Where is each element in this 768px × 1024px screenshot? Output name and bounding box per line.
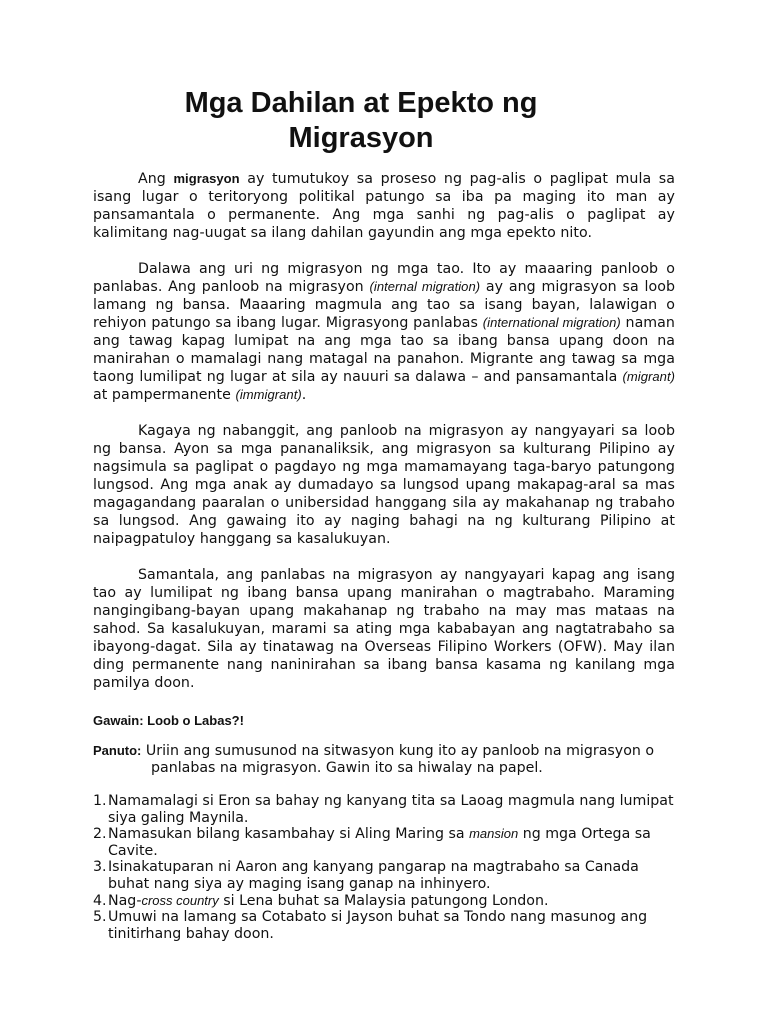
text-run: ay ang migrasyon sa loob lamang ng bansa. Maaaring magmula ang tao sa isang bayan, lalawigan o rehiyon patungo sa ibang lugar. Migrasyong panlabas	[93, 279, 675, 331]
italic-term: cross country	[141, 892, 219, 908]
list-number: 3.	[93, 859, 107, 876]
italic-term: mansion	[469, 826, 519, 842]
italic-term: (internal migration)	[369, 279, 481, 294]
body-text	[93, 170, 675, 710]
text-run: Uriin ang sumusunod na sitwasyon kung ito ay panloob na migrasyon o	[141, 743, 655, 759]
list-number: 5.	[93, 909, 107, 926]
instructions	[93, 742, 675, 777]
list-number: 4.	[93, 892, 107, 909]
instructions-line-2: panlabas na migrasyon. Gawin ito sa hiwalay na papel.	[151, 760, 543, 776]
paragraph-intro	[93, 170, 675, 242]
text-run: Dalawa ang uri ng migrasyon ng mga tao. Ito ay maaaring panloob o panlabas. Ang panloob na migrasyon	[93, 261, 675, 295]
text-run: .	[301, 387, 307, 403]
instructions-label: Panuto:	[93, 743, 142, 758]
bold-term: migrasyon	[173, 171, 240, 186]
paragraph-types	[93, 260, 675, 404]
list-item	[93, 826, 683, 859]
activity-heading: Gawain: Loob o Labas?!	[93, 713, 244, 728]
text-run: naman ang tawag kapag lumipat na ang mga tao sa ibang bansa upang doon na manirahan o mamalagi nang matagal na panahon. Migrante ang tawag sa mga taong lumilipat ng lugar at sila ay nauuri sa dalawa – and pansamantala	[93, 315, 675, 385]
paragraph-internal: Kagaya ng nabanggit, ang panloob na migrasyon ay nangyayari sa loob ng bansa. Ayon sa mga pananaliksik, ang migrasyon sa kulturang Pilipino ay nagsimula sa paglipat o pagdayo ng mga mamamayang taga-baryo patungong lungsod. Ang mga anak ay dumadayo sa lungsod upang makapag-aral sa mas magagandang paaralan o unibersidad hanggang sila ay makahanap ng trabaho sa lungsod. Ang gawaing ito ay naging bahagi na ng kulturang Pilipino at naipagpatuloy hanggang sa kasalukuyan.	[93, 423, 675, 547]
italic-term: (immigrant)	[235, 387, 302, 402]
list-item	[93, 859, 683, 892]
italic-term: (migrant)	[622, 369, 675, 384]
paragraph-external: Samantala, ang panlabas na migrasyon ay nangyayari kapag ang isang tao ay lumilipat ng ibang bansa upang manirahan o magtrabaho. Maraming nangingibang-bayan upang makahanap ng trabaho na may mas mataas na sahod. Sa kasalukuyan, marami sa ating mga kababayan ang nagtatrabaho sa ibayong-dagat. Sila ay tinatawag na Overseas Filipino Workers (OFW). May ilan ding permanente nang naninirahan sa ibang bansa kasama ng kanilang mga pamilya doon.	[93, 567, 675, 691]
text-run: ng mga Ortega sa Cavite.	[108, 826, 651, 859]
text-run: Namasukan bilang kasambahay si Aling Maring sa	[108, 826, 470, 843]
text-run: Namamalagi si Eron sa bahay ng kanyang tita sa Laoag magmula nang lumipat siya galing Maynila.	[108, 793, 674, 826]
text-run: Ang	[138, 171, 174, 187]
text-run: ay tumutukoy sa proseso ng pag-alis o paglipat mula sa isang lugar o teritoryong politikal patungo sa iba pa maging ito man ay pansamantala o permanente. Ang mga sanhi ng pag-alis o paglipat ay kalimitang nag-uugat sa ilang dahilan gayundin ang mga epekto nito.	[93, 171, 675, 241]
italic-term: (international migration)	[482, 315, 621, 330]
list-item	[93, 793, 683, 826]
text-run: Isinakatuparan ni Aaron ang kanyang pangarap na magtrabaho sa Canada buhat nang siya ay maging isang ganap na inhinyero.	[108, 859, 639, 892]
page-title: Mga Dahilan at Epekto ng Migrasyon	[184, 87, 538, 154]
situation-list	[93, 793, 683, 942]
list-number: 2.	[93, 826, 107, 843]
instructions-line-1	[93, 742, 675, 760]
text-run: Umuwi na lamang sa Cotabato si Jayson buhat sa Tondo nang masunog ang tinitirhang bahay doon.	[108, 909, 648, 942]
list-item	[93, 893, 683, 910]
text-run: si Lena buhat sa Malaysia patungong London.	[218, 892, 549, 909]
text-run: Nag-	[108, 892, 142, 909]
list-item	[93, 909, 683, 942]
list-number: 1.	[93, 793, 107, 809]
text-run: at pampermanente	[93, 387, 236, 403]
